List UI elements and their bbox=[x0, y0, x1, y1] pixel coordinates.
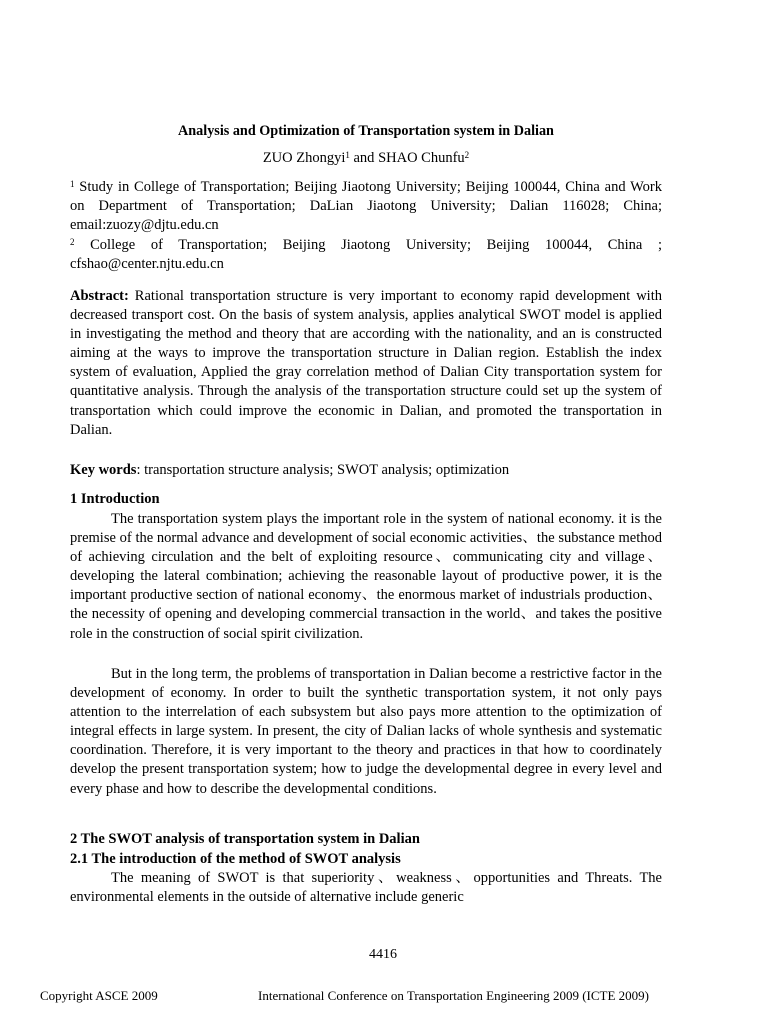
author-affiliation-mark: 1 bbox=[345, 150, 350, 160]
affiliation-text: College of Transportation; Beijing Jiaotong University; Beijing 100044, China ; cfshao@center.njtu.edu.cn bbox=[70, 237, 662, 273]
body-paragraph: The meaning of SWOT is that superiority、weakness、opportunities and Threats. The environmental elements in the outside of alternative include generic bbox=[70, 870, 662, 906]
body-paragraph: The transportation system plays the important role in the system of national economy. it is the premise of the normal advance and development of social economic activities、the substance method of achieving circulation and the belt of exploiting resource、communicating city and village、developing the lateral combination; achieving the reasonable layout of productive power, it is the important productive section of national economy、the enormous market of industrials production、the necessity of opening and developing commercial transaction in the world、and takes the positive role in the construction of social spirit civilization. bbox=[70, 511, 662, 642]
affiliation-mark: 2 bbox=[70, 237, 75, 247]
section-heading-swot: 2 The SWOT analysis of transportation system in Dalian bbox=[70, 831, 420, 847]
author-affiliation-mark: 2 bbox=[464, 150, 470, 160]
footer-copyright: Copyright ASCE 2009 bbox=[40, 988, 158, 1003]
subsection-heading-swot-method: 2.1 The introduction of the method of SWOT analysis bbox=[70, 851, 401, 867]
section-heading-introduction: 1 Introduction bbox=[70, 491, 160, 507]
author-name: ZUO Zhongyi bbox=[262, 150, 346, 166]
abstract-label: Abstract: bbox=[70, 288, 129, 304]
affiliation-2 bbox=[70, 236, 662, 274]
author-line bbox=[70, 149, 662, 168]
author-joiner: and bbox=[349, 150, 379, 166]
keywords bbox=[70, 461, 662, 480]
abstract-text: Rational transportation structure is very important to economy rapid development with decreased transport cost. On the basis of system analysis, applies analytical SWOT model is applied in investigating the method and theory that are according with the nationality, and an is constructed aiming at the ways to improve the transportation structure in Dalian region. Establish the index system of evaluation, Applied the gray correlation method of Dalian City transportation system for quantitative analysis. Through the analysis of the transportation structure could set up the system of transportation which could improve the economic in Dalian, and promoted the transportation in Dalian. bbox=[70, 288, 662, 438]
affiliation-mark: 1 bbox=[70, 179, 75, 189]
affiliation-text: Study in College of Transportation; Beijing Jiaotong University; Beijing 100044, China and Work on Department of Transportation; DaLian Jiaotong University; Dalian 116028; China; email:zuozy@djtu.edu.cn bbox=[70, 179, 662, 234]
keywords-label: Key words bbox=[70, 462, 137, 478]
body-paragraph: But in the long term, the problems of transportation in Dalian become a restrictive factor in the development of economy. In order to built the synthetic transportation system, it not only pays attention to the interrelation of each subsystem but also pays more attention to the optimization of integral effects in large system. In present, the city of Dalian lacks of whole synthesis and systematic coordination. Therefore, it is very important to the theory and practices in that how to coordinately develop the present transportation system; how to judge the developmental degree in every level and every phase and how to describe the developmental conditions. bbox=[70, 666, 662, 797]
keywords-text: : transportation structure analysis; SWOT analysis; optimization bbox=[136, 462, 510, 478]
paper-title: Analysis and Optimization of Transportation system in Dalian bbox=[178, 123, 554, 139]
footer-conference: International Conference on Transportation Engineering 2009 (ICTE 2009) bbox=[258, 988, 649, 1003]
page-number: 4416 bbox=[369, 947, 397, 962]
affiliation-1 bbox=[70, 178, 662, 235]
abstract bbox=[70, 287, 662, 440]
author-name: SHAO Chunfu bbox=[378, 150, 465, 166]
